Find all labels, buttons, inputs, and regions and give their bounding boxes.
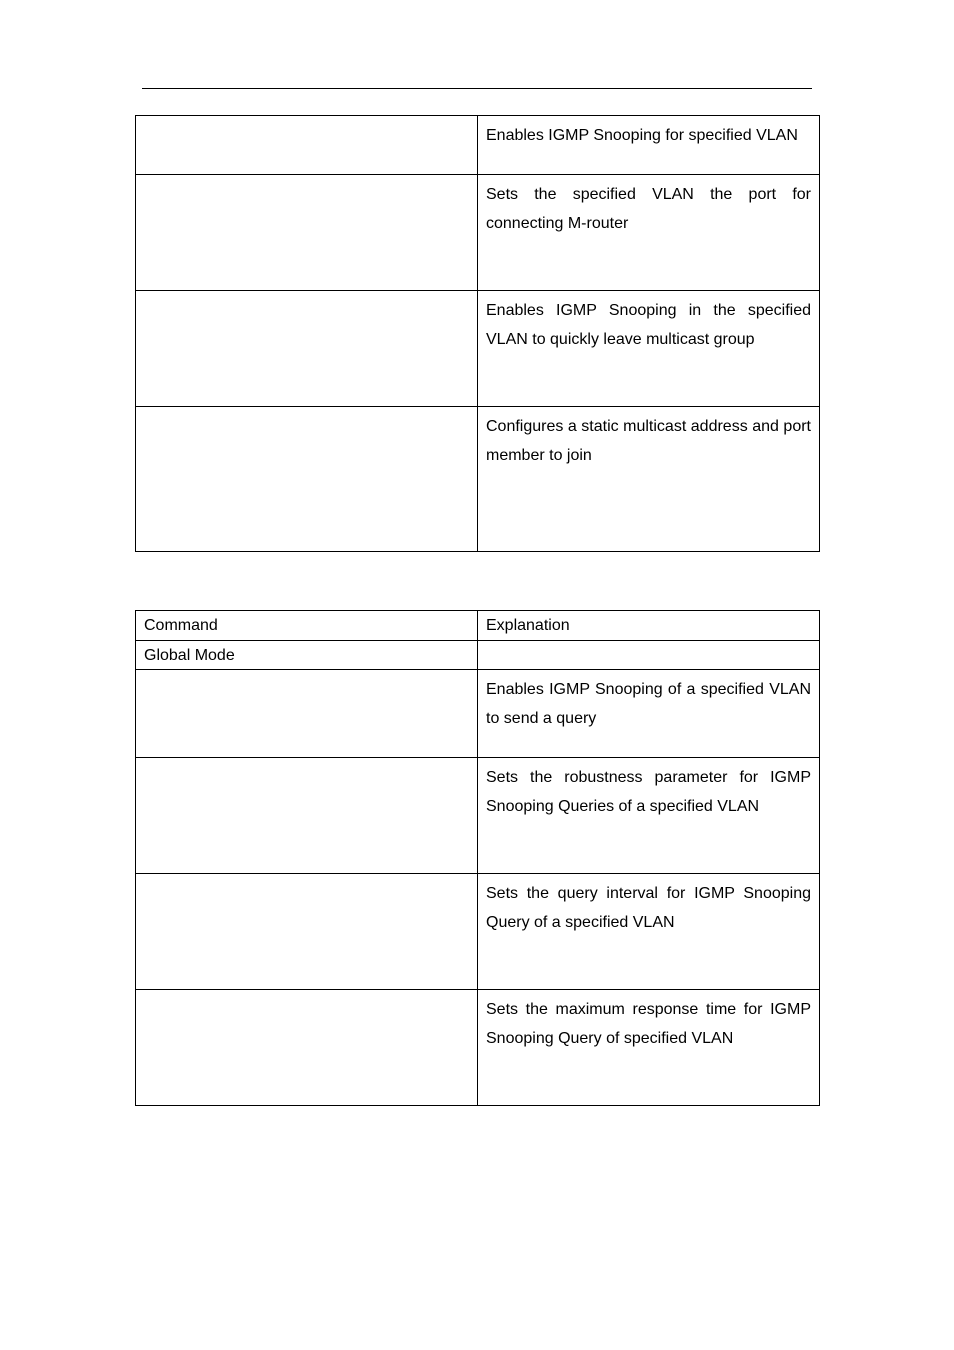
- explanation-text: Sets the query interval for IGMP Snooping Query of a specified VLAN: [486, 885, 811, 931]
- explanation-cell: [478, 874, 820, 990]
- explanation-text: Sets the specified VLAN the port for connecting M-router: [486, 186, 811, 232]
- explanation-cell: [478, 407, 820, 552]
- explanation-text: Configures a static multicast address and port member to join: [486, 418, 811, 464]
- mode-cell: [136, 641, 478, 670]
- table-row: [136, 175, 820, 291]
- explanation-cell: [478, 291, 820, 407]
- command-table-continued: [135, 115, 820, 552]
- explanation-cell: [478, 116, 820, 175]
- command-cell: [136, 291, 478, 407]
- header-explanation-cell: [478, 611, 820, 641]
- command-cell: [136, 116, 478, 175]
- command-cell: [136, 670, 478, 758]
- explanation-cell: [478, 990, 820, 1106]
- explanation-text: Enables IGMP Snooping of a specified VLAN to send a query: [486, 681, 811, 727]
- command-cell: [136, 874, 478, 990]
- table-row: [136, 990, 820, 1106]
- header-command-cell: [136, 611, 478, 641]
- column-header-command: Command: [144, 617, 218, 634]
- explanation-cell: [478, 175, 820, 291]
- table-row: [136, 407, 820, 552]
- explanation-text: Enables IGMP Snooping for specified VLAN: [486, 127, 798, 144]
- query-command-table: [135, 610, 820, 1106]
- explanation-cell: [478, 758, 820, 874]
- command-cell: [136, 407, 478, 552]
- table-row: [136, 670, 820, 758]
- explanation-text: Enables IGMP Snooping in the specified VLAN to quickly leave multicast group: [486, 302, 811, 348]
- explanation-text: Sets the maximum response time for IGMP Snooping Query of specified VLAN: [486, 1001, 811, 1047]
- command-cell: [136, 175, 478, 291]
- table-row: [136, 291, 820, 407]
- table-row: [136, 758, 820, 874]
- header-rule: [142, 88, 812, 89]
- mode-row: [136, 641, 820, 670]
- command-cell: [136, 758, 478, 874]
- command-cell: [136, 990, 478, 1106]
- explanation-cell: [478, 670, 820, 758]
- column-header-explanation: Explanation: [486, 617, 570, 634]
- table-row: [136, 116, 820, 175]
- mode-label: Global Mode: [144, 647, 235, 664]
- table-row: [136, 874, 820, 990]
- mode-empty-cell: [478, 641, 820, 670]
- explanation-text: Sets the robustness parameter for IGMP Snooping Queries of a specified VLAN: [486, 769, 811, 815]
- table-header-row: [136, 611, 820, 641]
